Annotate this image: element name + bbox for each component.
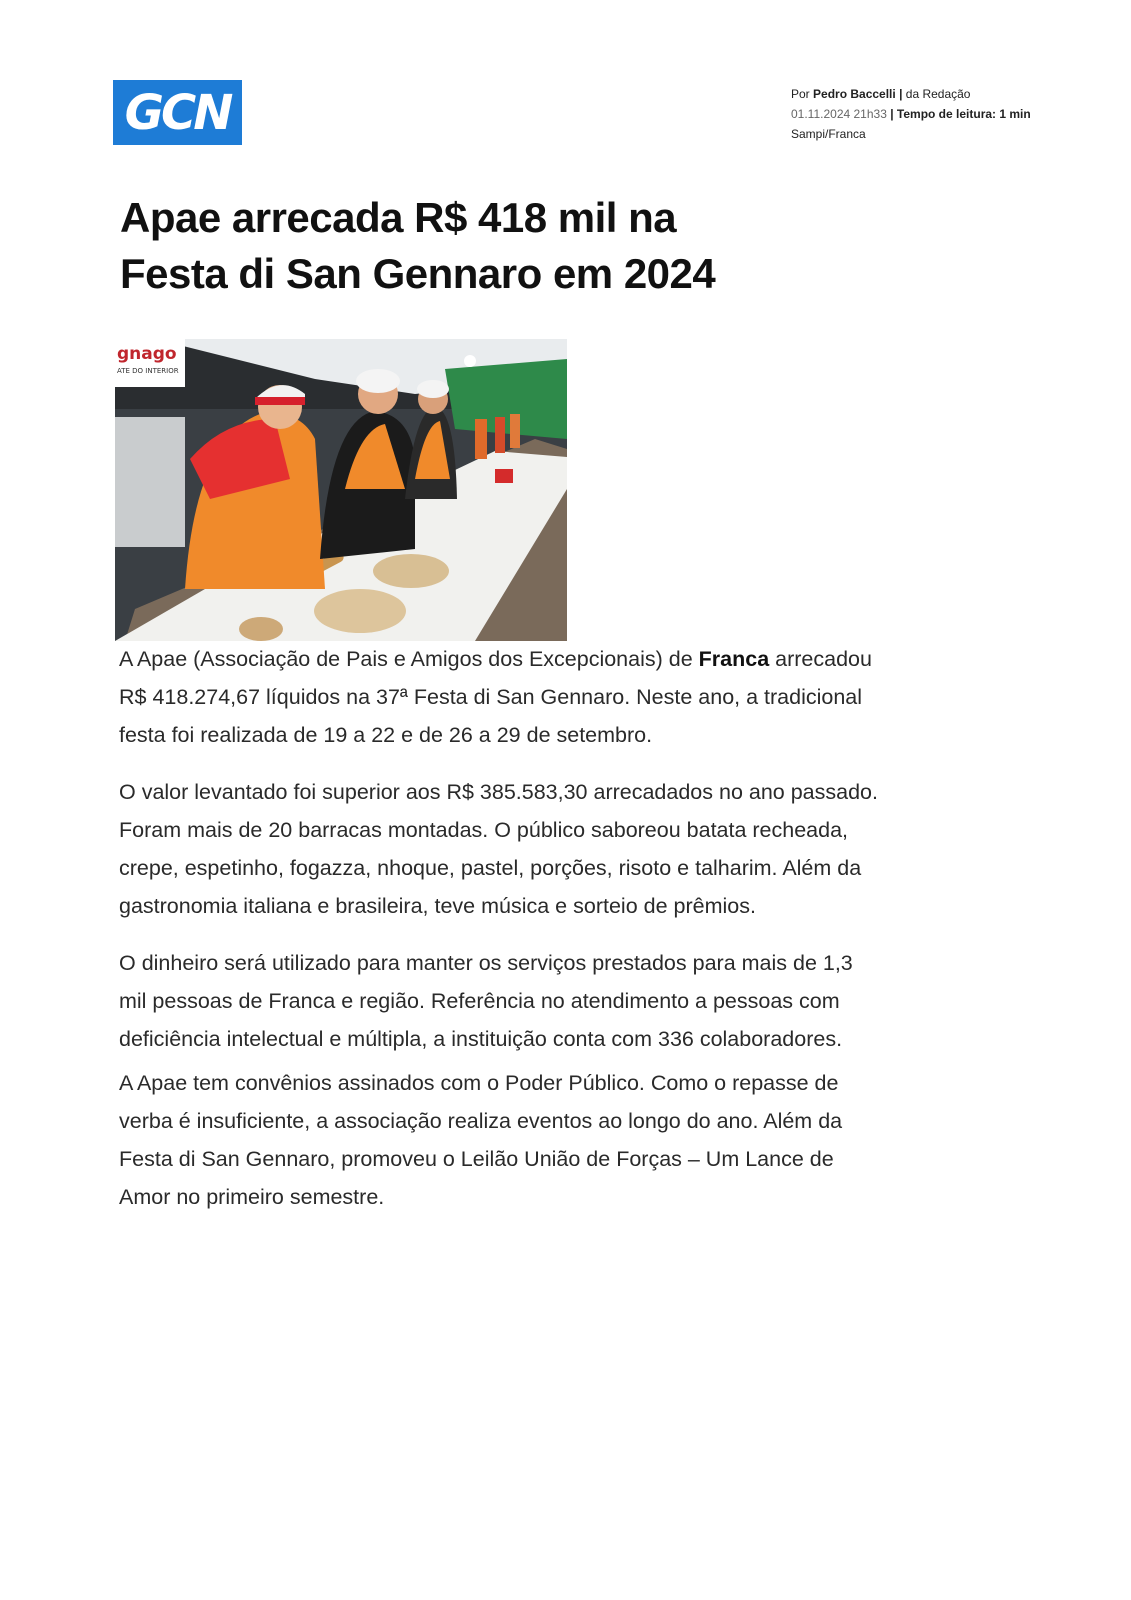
dateline	[791, 104, 1031, 124]
title-line-2: Festa di San Gennaro em 2024	[120, 250, 716, 297]
banner-text: gnago	[117, 344, 177, 364]
logo-text: GCN	[124, 84, 231, 141]
paragraph-1	[119, 640, 879, 754]
paragraph-2: O valor levantado foi superior aos R$ 385.583,30 arrecadados no ano passado. Foram mais de 20 barracas montadas. O público saboreou batata recheada, crepe, espetinho, fogazza, nhoque, pastel, porções, risoto e talharim. Além da gastronomia italiana e brasileira, teve música e sorteio de prêmios.	[119, 780, 878, 918]
section-label[interactable]: Sampi/Franca	[791, 127, 866, 141]
byline-separator: |	[895, 87, 906, 101]
publish-datetime: 01.11.2024 21h33	[791, 107, 887, 121]
paragraph-1-text-b: arrecadou R$ 418.274,67 líquidos na 37ª Festa di San Gennaro. Neste ano, a tradicional festa foi realizada de 19 a 22 e de 26 a 29 de setembro.	[119, 647, 872, 747]
paragraph-4: A Apae tem convênios assinados com o Poder Público. Como o repasse de verba é insuficiente, a associação realiza eventos ao longo do ano. Além da Festa di San Gennaro, promoveu o Leilão União de Forças – Um Lance de Amor no primeiro semestre.	[119, 1071, 843, 1209]
paragraph-3: O dinheiro será utilizado para manter os serviços prestados para mais de 1,3 mil pessoas de Franca e região. Referência no atendimento a pessoas com deficiência intelectual e múltipla, a instituição conta com 336 colaboradores.	[119, 951, 853, 1051]
article-title	[120, 190, 880, 302]
article-body	[119, 640, 879, 1216]
article-meta	[791, 84, 1031, 144]
paragraph-1-text-a: A Apae (Associação de Pais e Amigos dos Excepcionais) de	[119, 647, 699, 671]
banner-subtext: ATE DO INTERIOR	[117, 367, 179, 375]
gcn-logo[interactable]	[113, 80, 242, 145]
title-line-1: Apae arrecada R$ 418 mil na	[120, 194, 677, 241]
author-prefix: Por	[791, 87, 814, 101]
article-photo	[115, 339, 567, 641]
paragraph-1-bold[interactable]: Franca	[698, 647, 770, 671]
reading-time: Tempo de leitura: 1 min	[896, 107, 1031, 121]
dateline-separator: |	[886, 107, 897, 121]
author-name[interactable]: Pedro Baccelli	[813, 87, 896, 101]
byline	[791, 84, 1031, 104]
photo-illustration	[115, 339, 567, 641]
desk-name: da Redação	[905, 87, 971, 101]
